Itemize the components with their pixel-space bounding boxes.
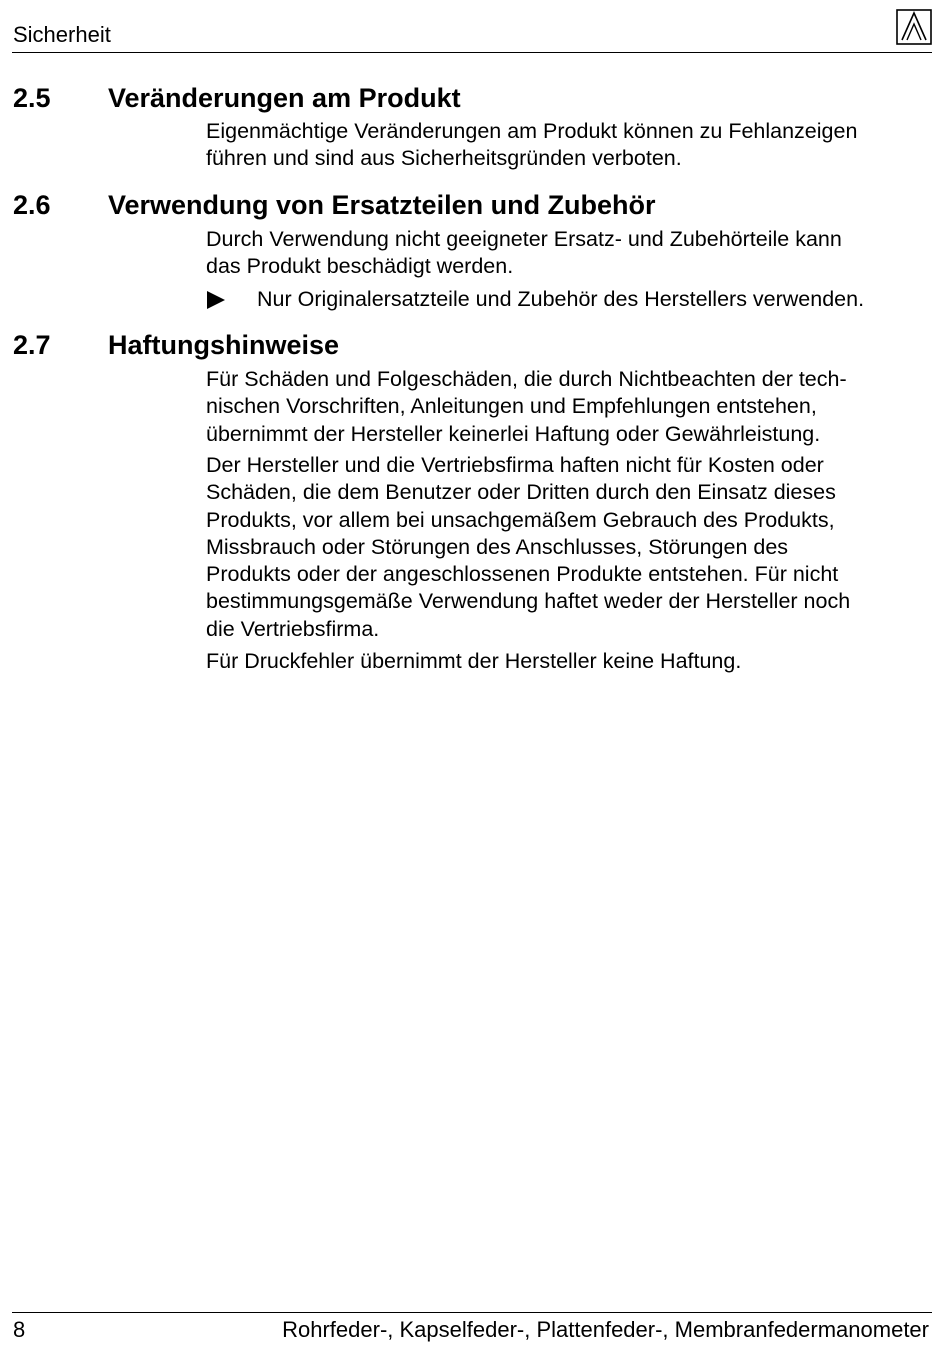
text-line: das Produkt beschädigt werden. bbox=[206, 254, 514, 279]
paragraph bbox=[206, 648, 928, 675]
section-heading: Haftungshinweise bbox=[108, 330, 340, 360]
text-line: Produkts, vor allem bei unsachgemäßem Gebrauch des Produkts, bbox=[206, 507, 835, 532]
text-line: Produkts oder der angeschlossenen Produkte entstehen. Für nicht bbox=[206, 562, 839, 587]
afriso-triangle-logo-icon bbox=[896, 9, 932, 45]
paragraph bbox=[206, 452, 928, 643]
text-line: Schäden, die dem Benutzer oder Dritten durch den Einsatz dieses bbox=[206, 480, 836, 505]
section-number: 2.6 bbox=[13, 190, 51, 220]
page-number: 8 bbox=[13, 1317, 26, 1342]
document-title: Rohrfeder-, Kapselfeder-, Plattenfeder-, Membranfedermanometer bbox=[282, 1317, 929, 1342]
header-divider bbox=[12, 52, 932, 53]
text-line: Eigenmächtige Veränderungen am Produkt können zu Fehlanzeigen bbox=[206, 119, 858, 143]
text-line: übernimmt der Hersteller keinerlei Haftung oder Gewährleistung. bbox=[206, 421, 821, 446]
text-line: Für Druckfehler übernimmt der Hersteller keine Haftung. bbox=[206, 649, 742, 673]
footer-divider bbox=[12, 1312, 932, 1313]
instruction-step: Nur Originalersatzteile und Zubehör des Herstellers verwenden. bbox=[257, 287, 865, 311]
paragraph bbox=[206, 226, 928, 281]
text-line: Für Schäden und Folgeschäden, die durch Nichtbeachten der tech- bbox=[206, 367, 847, 391]
paragraph bbox=[206, 118, 928, 173]
section-number: 2.7 bbox=[13, 330, 51, 360]
text-line: nischen Vorschriften, Anleitungen und Empfehlungen entstehen, bbox=[206, 394, 817, 419]
text-line: bestimmungsgemäße Verwendung haftet weder der Hersteller noch bbox=[206, 589, 851, 614]
text-line: Durch Verwendung nicht geeigneter Ersatz- und Zubehörteile kann bbox=[206, 227, 842, 251]
text-line: die Vertriebsfirma. bbox=[206, 616, 380, 641]
text-line: führen und sind aus Sicherheitsgründen verboten. bbox=[206, 146, 682, 171]
text-line: Der Hersteller und die Vertriebsfirma haften nicht für Kosten oder bbox=[206, 453, 824, 477]
section-heading: Verwendung von Ersatzteilen und Zubehör bbox=[108, 190, 656, 220]
section-number: 2.5 bbox=[13, 83, 51, 113]
paragraph bbox=[206, 366, 928, 448]
text-line: Missbrauch oder Störungen des Anschlusses, Störungen des bbox=[206, 534, 789, 559]
section-heading: Veränderungen am Produkt bbox=[108, 83, 461, 113]
running-header-title: Sicherheit bbox=[13, 22, 111, 47]
triangle-right-icon bbox=[207, 291, 225, 309]
